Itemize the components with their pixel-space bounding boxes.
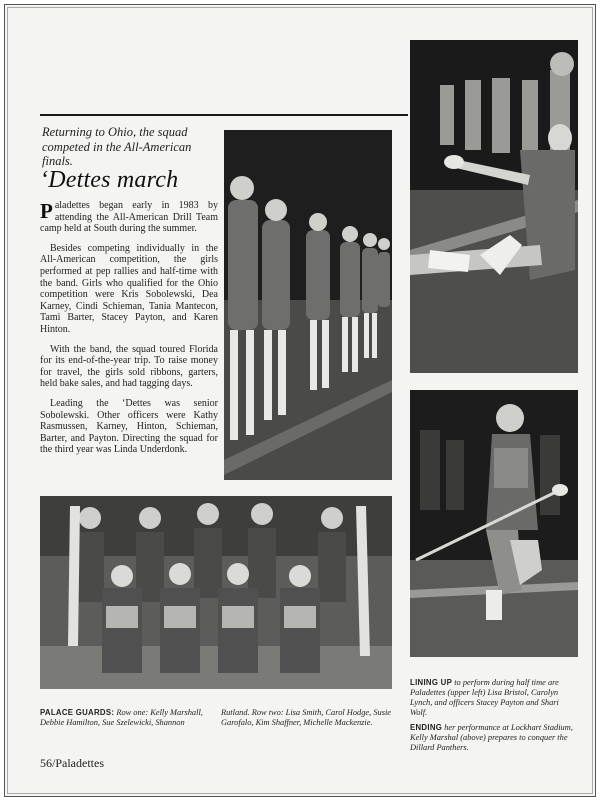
caption-palace-guards	[40, 708, 392, 728]
caption-ending	[410, 723, 578, 753]
header-rule	[40, 114, 408, 116]
caption-ending-lead: ENDING	[410, 723, 443, 732]
photo-flag-performer-image	[410, 390, 578, 657]
caption-lining-up-text: to perform during half time are Paladettes (upper left) Lisa Bristol, Carolyn Lynch, and officers Stacey Payton and Shari Wolf.	[410, 678, 559, 717]
caption-palace-guards-text-2: Carol Hodge, Susie Garofalo, Kim Shaffner, Michelle Mackenzie.	[221, 708, 391, 727]
paragraph-4: Leading the ‘Dettes was senior Sobolewski. Other officers were Kathy Rasmussen, Karney, Hinton, Schieman, Barter, and Payton. Directing the squad for the third year was Linda Underdonk.	[40, 397, 218, 456]
paragraph-1-text: aladettes began early in 1983 by attending the All-American Drill Team camp held at South during the summer.	[40, 200, 218, 235]
caption-ending-text: her performance at Lockhart Stadium, Kelly Marshal (above) prepares to conquer the Dillard Panthers.	[410, 723, 573, 752]
kicker-text: Returning to Ohio, the squad competed in the All-American finals.	[42, 125, 192, 168]
photo-palace-guards	[40, 496, 392, 689]
photo-drill-line	[224, 130, 392, 480]
paragraph-3: With the band, the squad toured Florida for its end-of-the-year trip. To raise money for travel, the girls sold ribbons, garters, held bake sales, and had tagging days.	[40, 343, 218, 390]
drop-cap: P	[40, 199, 53, 223]
article-body	[40, 200, 218, 464]
photo-flag-performer	[410, 390, 578, 657]
caption-lining-up	[410, 678, 578, 718]
headline: ‘Dettes march	[40, 167, 179, 193]
caption-palace-guards-text: Row one: Kelly Marshall, Debbie Hamilton, Sue Szelewicki, Shannon Rutland. Row two: Lisa Smith,	[40, 708, 324, 727]
photo-drill-line-image	[224, 130, 392, 480]
photo-kneeling-performer-image	[410, 40, 578, 373]
caption-palace-guards-lead: PALACE GUARDS:	[40, 708, 115, 717]
photo-palace-guards-image	[40, 496, 392, 689]
caption-right	[410, 678, 578, 758]
caption-lining-up-lead: LINING UP	[410, 678, 453, 687]
photo-kneeling-performer	[410, 40, 578, 373]
paragraph-1	[40, 200, 218, 235]
page-folio: 56/Paladettes	[40, 756, 104, 770]
paragraph-2: Besides competing individually in the All-American competition, the girls performed at pep rallies and half-time with the band. Girls who qualified for the Ohio competition were Kris Sobolewski, Dea Karney, Cindi Schieman, Tania Mantecon, Tami Barter, Stacey Payton, and Karen Hinton.	[40, 242, 218, 335]
